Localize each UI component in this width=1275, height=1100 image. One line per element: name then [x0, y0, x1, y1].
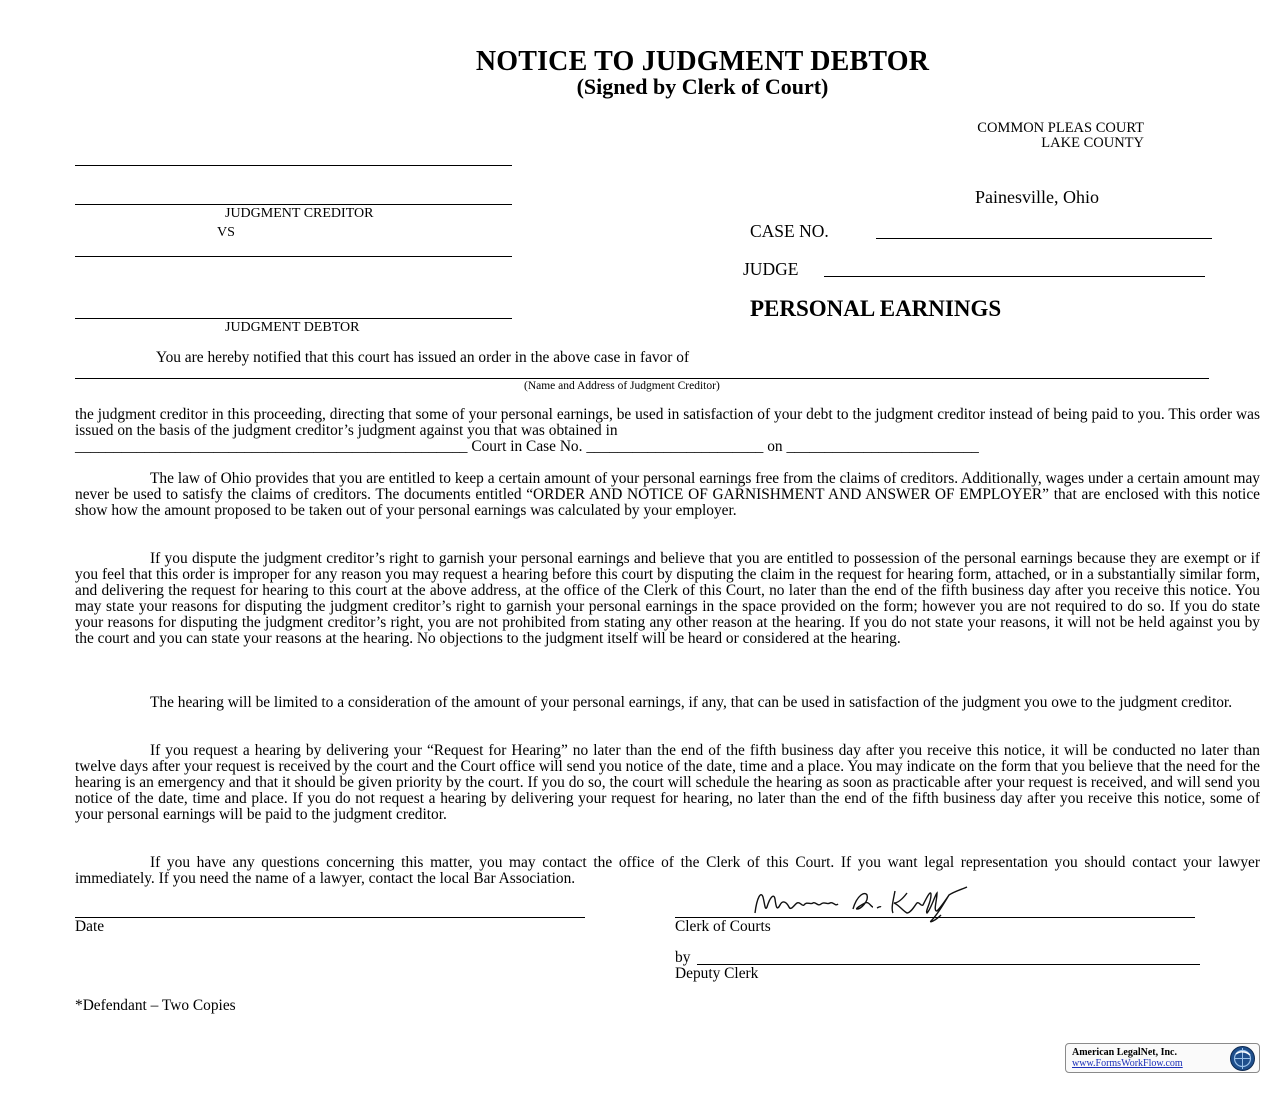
court-in-case-label: Court in Case No. — [471, 438, 583, 455]
date-line[interactable] — [75, 917, 585, 918]
paragraph-request-hearing-text: If you request a hearing by delivering your “Request for Hearing” no later than the end of the fifth business day after you receive this notice, it will be conducted no later than twelve days after your request is received by the court and the Court office will send you notice of the date, time and a place. You may indicate on the form that you believe that the need for the hearing is an emergency and that it should be given priority by the court. If you do so, the court will schedule the hearing as soon as practicable after your request is received, and will send you notice of the date, time and place. If you do not request a hearing by delivering your request for hearing, no later than the end of the fifth business day after you receive this notice, some of your personal earnings will be paid to the judgment creditor. — [75, 742, 1260, 823]
creditor-caption: (Name and Address of Judgment Creditor) — [524, 380, 720, 392]
paragraph-ohio-law-text: The law of Ohio provides that you are entitled to keep a certain amount of your personal earnings free from the claims of creditors. Additionally, wages under a certain amount may never be used to satisfy the claims of creditors. The documents entitled “ORDER AND NOTICE OF GARNISHMENT AND ANSWER OF EMPLOYER” that are enclosed with this notice show how the amount proposed to be taken out of your personal earnings was calculated by your employer. — [75, 470, 1260, 519]
case-no-label: CASE NO. — [750, 221, 829, 241]
case-no-field[interactable] — [876, 238, 1212, 239]
court-blank[interactable]: ___________________________________________________ — [75, 438, 468, 455]
clerk-signature-image — [745, 883, 977, 925]
court-county: LAKE COUNTY — [1041, 135, 1144, 151]
paragraph-order-case-line — [75, 439, 1260, 455]
debtor-address-line[interactable] — [75, 318, 512, 319]
versus-label: VS — [217, 225, 235, 240]
court-city: Painesville, Ohio — [975, 187, 1099, 207]
publisher-name: American LegalNet, Inc. — [1072, 1047, 1177, 1058]
judge-field[interactable] — [824, 276, 1205, 277]
date-blank[interactable]: _________________________ — [786, 438, 979, 455]
clerk-signature — [745, 883, 977, 925]
document-title: NOTICE TO JUDGMENT DEBTOR — [475, 46, 930, 77]
paragraph-ohio-law — [75, 471, 1260, 519]
on-label: on — [767, 438, 783, 455]
paragraph-dispute — [75, 551, 1260, 647]
creditor-name-line[interactable] — [75, 165, 512, 166]
date-label: Date — [75, 918, 105, 935]
debtor-label: JUDGMENT DEBTOR — [225, 320, 360, 335]
creditor-address-line[interactable] — [75, 204, 512, 205]
court-name: COMMON PLEAS COURT — [977, 120, 1144, 136]
paragraph-questions — [75, 855, 1260, 887]
document-subtitle: (Signed by Clerk of Court) — [576, 74, 829, 99]
paragraph-request-hearing — [75, 743, 1260, 823]
paragraph-dispute-text: If you dispute the judgment creditor’s right to garnish your personal earnings and believe that you are entitled to possession of the personal earnings because they are exempt or if you feel that this order is improper for any reason you may request a hearing before this court by disputing the claim in the request for hearing form, attached, or in a substantially similar form, and delivering the request for hearing to this court at the above address, at the office of the Clerk of this Court, no later than the end of the fifth business day after you receive this notice. You may state your reasons for disputing the judgment creditor’s right to garnish your personal earnings in the space provided on the form; however you are not required to do so. If you do state your reasons for disputing the judgment creditor’s right, you are not prohibited from stating any other reason at the hearing. If you do not state your reasons, it will not be held against you by the court and you can state your reasons at the hearing. No objections to the judgment itself will be heard or considered at the hearing. — [75, 550, 1260, 647]
case-number-blank[interactable]: _______________________ — [586, 438, 764, 455]
paragraph-hearing-limit — [75, 695, 1260, 711]
notice-intro: You are hereby notified that this court has issued an order in the above case in favor of — [156, 349, 690, 366]
clerk-label: Clerk of Courts — [675, 918, 771, 935]
personal-earnings-heading: PERSONAL EARNINGS — [750, 296, 1002, 321]
copies-note: *Defendant – Two Copies — [75, 997, 236, 1014]
debtor-name-line[interactable] — [75, 256, 512, 257]
publisher-logo[interactable] — [1065, 1043, 1260, 1073]
paragraph-order-text: the judgment creditor in this proceeding, directing that some of your personal earnings, be used in satisfaction of your debt to the judgment creditor instead of being paid to you. This order was issued on the basis of the judgment creditor’s judgment against you that was obtained in — [75, 406, 1260, 439]
paragraph-questions-text: If you have any questions concerning this matter, you may contact the office of the Clerk of this Court. If you want legal representation you should contact your lawyer immediately. If you need the name of a lawyer, contact the local Bar Association. — [75, 854, 1260, 887]
judge-label: JUDGE — [743, 259, 799, 279]
publisher-url[interactable]: www.FormsWorkFlow.com — [1072, 1058, 1183, 1069]
deputy-clerk-line[interactable] — [697, 964, 1200, 965]
deputy-clerk-label: Deputy Clerk — [675, 965, 759, 982]
paragraph-hearing-limit-text: The hearing will be limited to a consideration of the amount of your personal earnings, if any, that can be used in satisfaction of the judgment you owe to the judgment creditor. — [150, 694, 1233, 711]
by-label: by — [675, 949, 691, 966]
creditor-label: JUDGMENT CREDITOR — [225, 206, 374, 221]
globe-icon — [1229, 1045, 1256, 1072]
paragraph-order — [75, 407, 1260, 455]
creditor-name-address-line[interactable] — [75, 378, 1209, 379]
